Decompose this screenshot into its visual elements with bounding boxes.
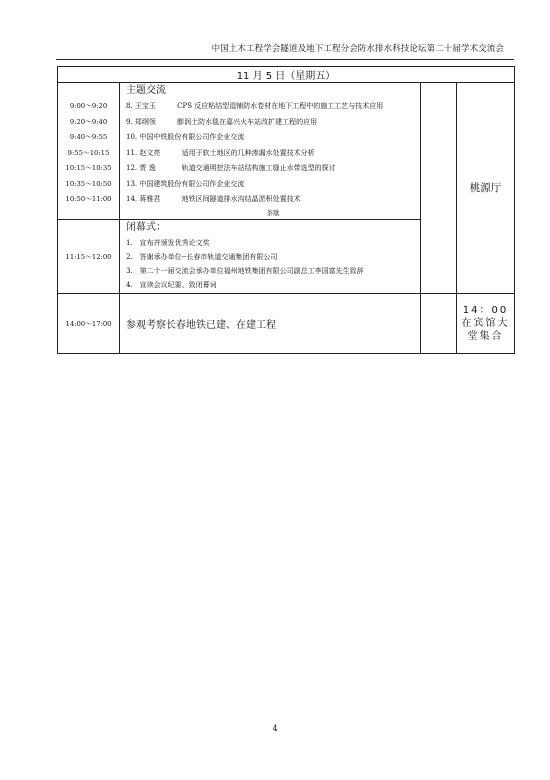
time-slot: 9:55～10:15 xyxy=(67,148,110,157)
time-slot: 10:35～10:50 xyxy=(65,179,112,188)
time-slot: 9:40～9:55 xyxy=(69,133,108,141)
blank-column xyxy=(421,83,457,294)
running-header: 中国土木工程学会隧道及地下工程分会防水排水科技论坛第二十届学术交流会 xyxy=(211,44,504,54)
visit-label: 参观考察长春地铁已建、在建工程 xyxy=(120,293,421,353)
closing-content xyxy=(120,219,421,293)
session-times xyxy=(58,83,120,220)
time-slot: 10:50～11:00 xyxy=(65,195,112,203)
time-slot: 9:00～9:20 xyxy=(69,102,108,110)
venue-cell: 桃源厅 xyxy=(457,83,515,294)
agenda-item: 13. 中国建筑股份有限公司作企业交流 xyxy=(126,179,245,188)
closing-item: 2. 答谢承办单位--长春市轨道交通集团有限公司 xyxy=(126,253,278,261)
agenda-item: 12. 贾 逸 轨道交通明挖法车站结构施工缝止水带选型的探讨 xyxy=(126,164,336,172)
session-title: 主题交流 xyxy=(126,85,166,96)
tea-break: 茶歇 xyxy=(266,208,280,217)
closing-item: 3. 第二十一届交流会承办单位福州地铁集团有限公司副总工李国富先生致辞 xyxy=(126,267,364,275)
agenda-item: 14. 蒋雅君 地铁区间隧道排水沟结晶淤积处置技术 xyxy=(126,195,301,203)
closing-time: 11:15～12:00 xyxy=(58,219,120,293)
session-content xyxy=(120,83,421,220)
time-slot: 10:15～10:35 xyxy=(65,164,112,172)
agenda-item: 10. 中国中铁股份有限公司作企业交流 xyxy=(126,133,245,141)
header-rule xyxy=(56,59,514,60)
page-number: 4 xyxy=(272,724,278,733)
day-heading: 11 月 5 日（星期五） xyxy=(58,67,515,83)
gather-note: 14：00 在宾馆大堂集合 xyxy=(457,293,515,353)
closing-title: 闭幕式： xyxy=(126,222,166,233)
closing-item: 4. 宣读会议纪要、致闭幕词 xyxy=(126,281,217,289)
agenda-item: 11. 赵文亮 适用于软土地区的几种渗漏水处置技术分析 xyxy=(126,148,315,157)
agenda-item: 8. 王宝玉 CPS 反应粘结型湿铺防水卷材在地下工程中的施工工艺与技术应用 xyxy=(126,102,384,110)
agenda-item: 9. 郑纲领 膨润土防水毯在嘉兴火车站改扩建工程的应用 xyxy=(126,117,318,126)
schedule-table xyxy=(57,66,515,354)
time-slot: 9:20～9:40 xyxy=(69,117,108,126)
visit-time: 14:00～17:00 xyxy=(58,293,120,353)
closing-item: 1. 宣布并颁发优秀论文奖 xyxy=(126,239,210,247)
blank-column xyxy=(421,293,457,353)
